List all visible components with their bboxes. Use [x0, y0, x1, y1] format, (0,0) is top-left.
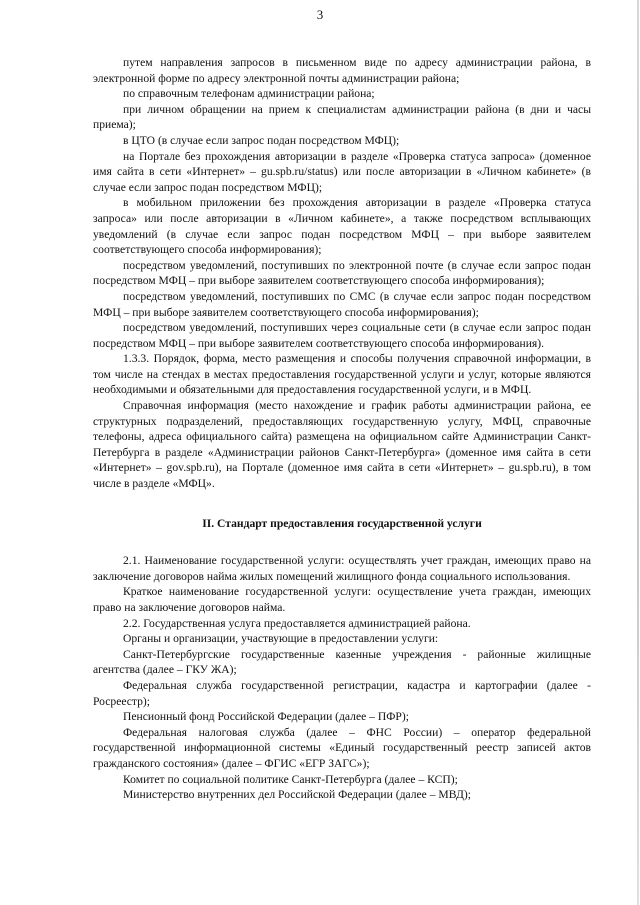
paragraph: в ЦТО (в случае если запрос подан посредством МФЦ);	[123, 133, 400, 147]
paragraph: на Портале без прохождения авторизации в разделе «Проверка статуса запроса» (доменное имя сайта в сети «Интернет» – gu.spb.ru/status) или после авторизации в «Личном кабинете» (в случае если запрос подан посредством МФЦ);	[93, 149, 591, 194]
paragraph: посредством уведомлений, поступивших по электронной почте (в случае если запрос подан посредством МФЦ – при выборе заявителем соответствующего способа информирования);	[93, 258, 591, 288]
paragraph: при личном обращении на прием к специалистам администрации района (в дни и часы приема);	[93, 102, 591, 132]
scan-edge-mark	[637, 0, 639, 905]
paragraph: Справочная информация (место нахождение и график работы администрации района, ее структурных подразделений, предоставляющих государственную услугу, МФЦ, справочные телефоны, адреса официального сайта) размещена на официальном сайте Администрации Санкт-Петербурга в разделе «Администрации районов Санкт-Петербурга» (доменное имя сайта в сети «Интернет» – gov.spb.ru), на Портале (доменное имя сайта в сети «Интернет» – gu.spb.ru), в том числе в разделе «МФЦ».	[93, 399, 591, 491]
page-number: 3	[316, 7, 324, 22]
paragraph: по справочным телефонам администрации района;	[123, 87, 375, 101]
section-heading: II. Стандарт предоставления государственной услуги	[202, 516, 482, 530]
paragraph: Министерство внутренних дел Российской Федерации (далее – МВД);	[123, 788, 471, 802]
paragraph: Краткое наименование государственной услуги: осуществление учета граждан, имеющих право на заключение договоров найма.	[93, 585, 591, 614]
paragraph: Органы и организации, участвующие в предоставлении услуги:	[123, 632, 439, 646]
paragraph: в мобильном приложении без прохождения авторизации в разделе «Проверка статуса запроса» или после авторизации в «Личном кабинете», а также посредством всплывающих уведомлений (в случае если запрос подан посредством МФЦ – при выборе заявителем соответствующего способа информирования);	[93, 196, 591, 257]
paragraph: путем направления запросов в письменном виде по адресу администрации района, в электронной форме по адресу электронной почты администрации района;	[93, 56, 591, 85]
paragraph: посредством уведомлений, поступивших через социальные сети (в случае если запрос подан посредством МФЦ – при выборе заявителем соответствующего способа информирования).	[93, 321, 591, 350]
paragraph: 2.2. Государственная услуга предоставляется администрацией района.	[123, 616, 471, 630]
paragraph: Федеральная служба государственной регистрации, кадастра и картографии (далее - Росреестр);	[93, 678, 591, 708]
paragraph: 2.1. Наименование государственной услуги: осуществлять учет граждан, имеющих право на заключение договоров найма жилых помещений жилищного фонда социального использования.	[93, 554, 591, 583]
paragraph: Санкт-Петербургские государственные казенные учреждения - районные жилищные агентства (далее – ГКУ ЖА);	[93, 647, 591, 677]
document-body	[93, 55, 591, 803]
paragraph: Федеральная налоговая служба (далее – ФНС России) – оператор федеральной государственной информационной системы «Единый государственный реестр записей актов гражданского состояния» (далее – ФГИС «ЕГР ЗАГС»);	[93, 725, 591, 770]
paragraph: посредством уведомлений, поступивших по СМС (в случае если запрос подан посредством МФЦ – при выборе заявителем соответствующего способа информирования);	[93, 289, 591, 319]
paragraph: 1.3.3. Порядок, форма, место размещения и способы получения справочной информации, в том числе на стендах в местах предоставления государственной услуги и услуг, которые являются необходимыми и обязательными для предоставления государственной услуги, и в МФЦ.	[93, 352, 591, 397]
paragraph: Пенсионный фонд Российской Федерации (далее – ПФР);	[123, 710, 409, 724]
paragraph: Комитет по социальной политике Санкт-Петербурга (далее – КСП);	[123, 772, 458, 786]
